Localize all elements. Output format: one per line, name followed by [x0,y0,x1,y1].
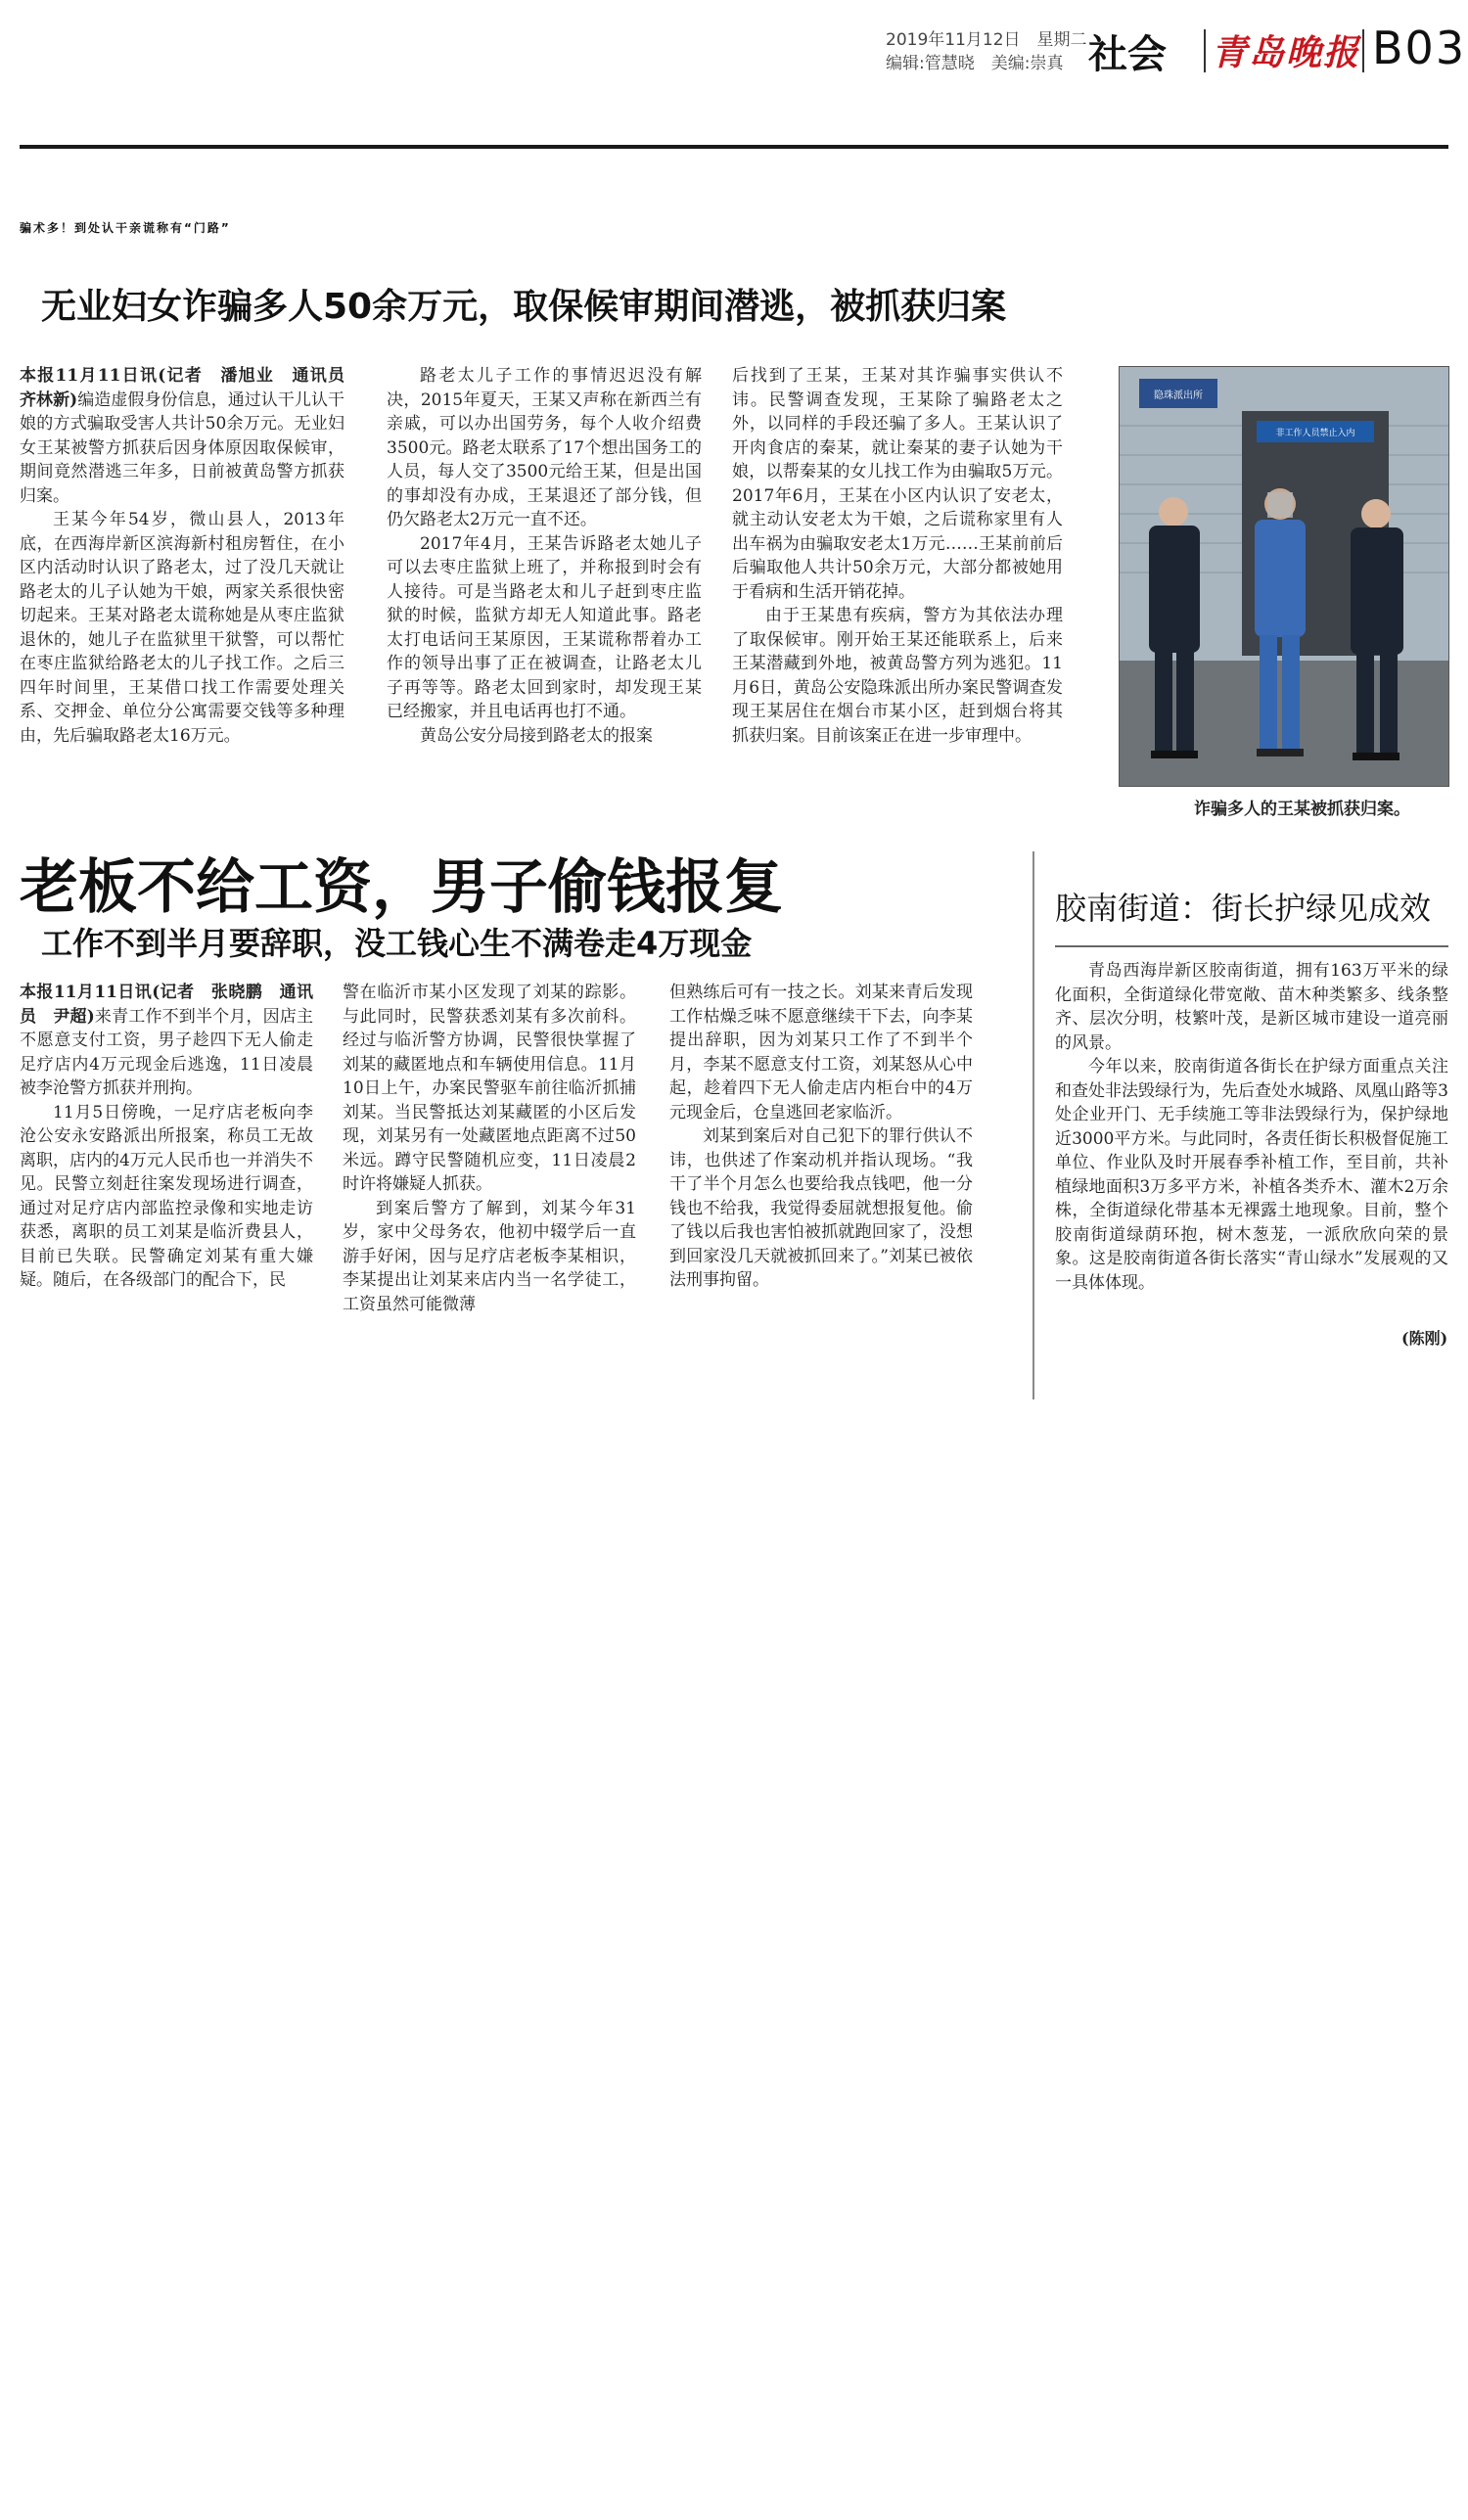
issue-date [886,25,1087,50]
article1-column-2 [387,364,702,748]
arrest-photo [1119,366,1449,787]
article2-paragraph: 本报11月11日讯(记者 张晓鹏 通讯员 尹超)来青工作不到半个月，因店主不愿意支付工资，男子趁四下无人偷走足疗店内4万元现金后逃逸，11日凌晨被李沧警方抓获并刑拘。 [20,983,314,1098]
page-number: B03 [1372,22,1467,74]
editors-line: 编辑:管慧晓 美编:崇真 [886,54,1064,73]
article3-paragraph: 青岛西海岸新区胶南街道，拥有163万平米的绿化面积，全街道绿化带宽敞、苗木种类繁多、线条整齐、层次分明，枝繁叶茂，是新区城市建设一道亮丽的风景。 [1055,961,1448,1053]
article1-paragraph: 后找到了王某，王某对其诈骗事实供认不讳。民警调查发现，王某除了骗路老太之外，以同样的手段还骗了多人。王某认识了开肉食店的秦某，就让秦某的妻子认她为干娘，以帮秦某的女儿找工作为由骗取5万元。2017年6月，王某在小区内认识了安老太，就主动认安老太为干娘，之后谎称家里有人出车祸为由骗取安老太1万元……王某前前后后骗取他人共计50余万元，大部分都被她用于看病和生活开销花掉。 [732,366,1063,602]
article2-paragraph: 到案后警方了解到，刘某今年31岁，家中父母务农，他初中辍学后一直游手好闲，因与足疗店老板李某相识，李某提出让刘某来店内当一名学徒工，工资虽然可能微薄 [343,1198,636,1314]
article1-column-1 [20,364,361,748]
article1-subhead: 无业妇女诈骗多人50余万元，取保候审期间潜逃，被抓获归案 [41,287,1007,327]
article2-paragraph: 但熟练后可有一技之长。刘某来青后发现工作枯燥乏味不愿意继续干下去，向李某提出辞职，因为刘某只工作了不到半个月，李某不愿意支付工资，刘某怒从心中起，趁着四下无人偷走店内柜台中的4万元现金后，仓皇逃回老家临沂。 [669,983,973,1123]
article1-paragraph: 黄岛公安分局接到路老太的报案 [420,725,653,746]
page-header [0,0,1468,88]
section-name: 社会 [1088,32,1167,77]
article3-paragraph: 今年以来，胶南街道各街长在护绿方面重点关注和查处非法毁绿行为，先后查处水城路、凤凰山路等3处企业开门、无手续施工等非法毁绿行为，保护绿地近3000平方米。与此同时，各责任街长积极督促施工单位、作业队及时开展春季补植工作，至目前，共补植绿地面积3万多平方米，补植各类乔木、灌木2万余株，全街道绿化带基本无裸露土地现象。目前，整个胶南街道绿荫环抱，树木葱茏，一派欣欣向荣的景象。这是胶南街道各街长落实“青山绿水”发展观的又一具体体现。 [1055,1057,1448,1293]
article1-paragraph: 王某今年54岁，微山县人，2013年底，在西海岸新区滨海新村租房暂住，在小区内活动时认识了路老太，过了没几天就让路老太的儿子认她为干娘，两家关系很快密切起来。王某对路老太谎称她是从枣庄监狱退休的，她儿子在监狱里干狱警，可以帮忙在枣庄监狱给路老太的儿子找工作。之后三四年时间里，王某借口找工作需要处理关系、交押金、单位分公寓需要交钱等多种理由，先后骗取路老太16万元。 [20,510,344,746]
article2-paragraph: 警在临沂市某小区发现了刘某的踪影。与此同时，民警获悉刘某有多次前科。经过与临沂警方协调，民警很快掌握了刘某的藏匿地点和车辆使用信息。11月10日上午，办案民警驱车前往临沂抓捕刘某。当民警抵达刘某藏匿的小区后发现，刘某另有一处藏匿地点距离不过50米远。蹲守民警随机应变，11日凌晨2时许将嫌疑人抓获。 [343,983,636,1194]
article2-dateline: 本报11月11日讯(记者 张晓鹏 通讯员 尹超) [20,983,313,1027]
photo-sign-text: 隐珠派出所 [1154,390,1203,401]
article3-body [1055,959,1448,1295]
article3-headline: 胶南街道：街长护绿见成效 [1055,890,1432,927]
article2-paragraph: 11月5日傍晚，一足疗店老板向李沧公安永安路派出所报案，称员工无故离职，店内的4万元人民币也一并消失不见。民警立刻赶往案发现场进行调查，通过对足疗店内部监控录像和实地走访获悉，离职的员工刘某是临沂费县人，目前已失联。民警确定刘某有重大嫌疑。随后，在各级部门的配合下，民 [20,1102,313,1290]
article1-paragraph: 由于王某患有疾病，警方为其依法办理了取保候审。刚开始王某还能联系上，后来王某潜藏到外地，被黄岛警方列为逃犯。11月6日，黄岛公安隐珠派出所办案民警调查发现王某居住在烟台市某小区，赶到烟台将其抓获归案。目前该案正在进一步审理中。 [732,606,1063,746]
column-divider [1032,851,1034,1399]
article2-headline: 老板不给工资，男子偷钱报复 [20,853,783,922]
article1-dateline: 本报11月11日讯(记者 潘旭业 通讯员 齐林新) [20,366,361,410]
article1-paragraph: 2017年4月，王某告诉路老太她儿子可以去枣庄监狱上班了，并称报到时会有人接待。可是当路老太和儿子赶到枣庄监狱的时候，监狱方却无人知道此事。路老太打电话问王某原因，王某谎称帮着办工作的领导出事了正在被调查，让路老太儿子再等等。路老太回到家时，却发现王某已经搬家，并且电话再也打不通。 [387,533,702,721]
article1-column-3 [732,364,1063,748]
article1-headline: 骗术多！到处认干亲谎称有“门路” [20,221,231,235]
header-separator [1204,29,1206,72]
weekday-text: 星期二 [1036,30,1087,50]
article2-paragraph: 刘某到案后对自己犯下的罪行供认不讳，也供述了作案动机并指认现场。“我干了半个月怎么也要给我点钱吧，他一分钱也不给我，我觉得委屈就想报复他。偷了钱以后我也害怕被抓就跑回家了，没想到回家没几天就被抓回来了。”刘某已被依法刑事拘留。 [669,1126,973,1290]
article2-column-1 [20,981,313,1293]
article1-paragraph: 路老太儿子工作的事情迟迟没有解决，2015年夏天，王某又声称在新西兰有亲戚，可以办出国劳务，每个人收介绍费3500元。路老太联系了17个想出国务工的人员，每人交了3500元给王某，但是出国的事却没有办成，王某退还了部分钱，但仍欠路老太2万元一直不还。 [387,366,702,529]
article3-rule [1055,945,1448,947]
date-text: 2019年11月12日 [886,30,1021,50]
newspaper-logo: 青岛晚报 [1212,32,1361,73]
arrest-photo-illustration [1120,367,1449,787]
article3-author: (陈刚) [1401,1329,1448,1348]
article2-column-3 [669,981,973,1293]
article2-subhead: 工作不到半月要辞职，没工钱心生不满卷走4万现金 [41,925,753,962]
header-separator [1362,29,1364,72]
door-sign-text: 非工作人员禁止入内 [1275,429,1355,438]
article2-column-2 [343,981,636,1316]
header-rule [20,145,1448,149]
photo-caption: 诈骗多人的王某被抓获归案。 [1194,800,1410,819]
article1-paragraph: 本报11月11日讯(记者 潘旭业 通讯员 齐林新)编造虚假身份信息，通过认干儿认干娘的方式骗取受害人共计50余万元。无业妇女王某被警方抓获后因身体原因取保候审，期间竟然潜逃三年多，日前被黄岛警方抓获归案。 [20,366,361,506]
